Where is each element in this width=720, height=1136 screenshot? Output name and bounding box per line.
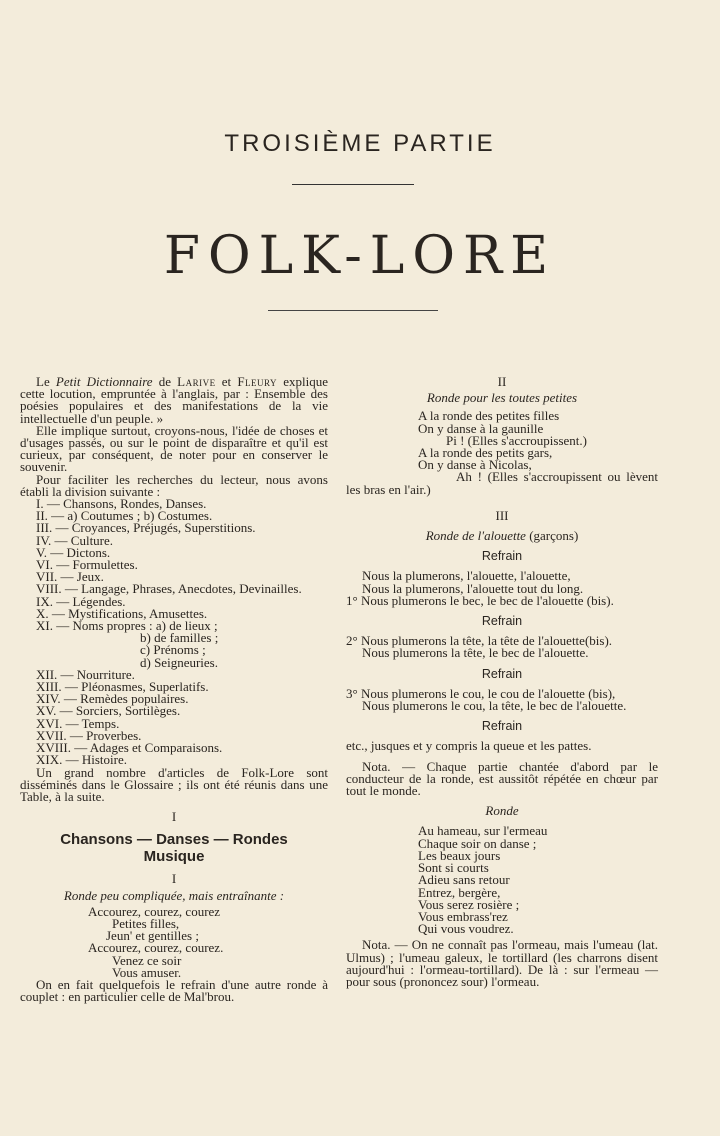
verse-line: On y danse à Nicolas, — [418, 457, 532, 473]
verse-line: Au hameau, sur l'ermeau — [418, 823, 548, 839]
left-column — [20, 376, 328, 1003]
verse-line: Pi ! (Elles s'accroupissent.) — [446, 432, 587, 448]
verse-line: Vous amuser. — [112, 964, 182, 980]
title-rule-bottom — [268, 310, 438, 311]
verse-line: Chaque soir on danse ; — [418, 835, 537, 851]
refrain-label: Refrain — [481, 614, 523, 629]
verse-line: Accourez, courez, courez. — [88, 940, 224, 956]
refrain-label: Refrain — [481, 549, 523, 564]
couplet-line: 3° Nous plumerons le cou, le cou de l'alouette (bis), — [346, 685, 616, 701]
list-item: d) Seigneuries. — [140, 654, 218, 670]
verse-line: Entrez, bergère, — [418, 884, 501, 900]
list-item: I. — Chansons, Rondes, Danses. — [36, 496, 207, 512]
nota-paragraph: Nota. — Chaque partie chantée d'abord par le conducteur de la ronde, est aussitôt répétée en chœur par tout le monde. — [346, 758, 658, 799]
verse-block — [346, 825, 658, 935]
paragraph-implique: Elle implique surtout, croyons-nous, l'idée de choses et d'usages passés, ou sur le point de disparaître et qu'il est curieux, par conséquent, de noter pour en conserver le souvenir. — [20, 422, 328, 475]
ronde-title: Ronde de l'alouette (garçons) — [425, 528, 579, 544]
list-item: VII. — Jeux. — [36, 569, 104, 585]
right-column — [346, 376, 658, 988]
section-title: Chansons — Danses — Rondes — [60, 831, 288, 849]
verse-line: Petites filles, — [112, 915, 180, 931]
division-list — [20, 498, 328, 766]
list-item: XII. — Nourriture. — [36, 666, 135, 682]
verse-block — [20, 903, 328, 980]
verse-line: On y danse à la gaunille — [418, 420, 544, 436]
verse-line: Jeun' et gentilles ; — [106, 928, 199, 944]
section-subtitle: Musique — [143, 848, 205, 866]
list-item: V. — Dictons. — [36, 544, 111, 560]
verse-block — [346, 410, 658, 495]
verse-line: Adieu sans retour — [418, 872, 510, 888]
list-item: XIV. — Remèdes populaires. — [36, 691, 189, 707]
list-item: X. — Mystifications, Amusettes. — [36, 605, 208, 621]
verse-line: Les beaux jours — [418, 847, 501, 863]
verse-line: Vous embrass'rez — [418, 908, 508, 924]
verse-line: A la ronde des petits gars, — [418, 445, 553, 461]
paragraph-refrain: On en fait quelquefois le refrain d'une autre ronde à couplet : en particulier celle de Mal'brou. — [20, 976, 328, 1005]
couplet-line: 1° Nous plumerons le bec, le bec de l'alouette (bis). — [346, 592, 614, 608]
verse-line: Nous la plumerons, l'alouette tout du long. — [362, 580, 584, 596]
list-item: XI. — Noms propres : a) de lieux ; — [36, 618, 218, 634]
list-item: XVIII. — Adages et Comparaisons. — [36, 740, 223, 756]
verse-line: Ah ! (Elles s'accroupissent ou lèvent les bras en l'air.) — [346, 469, 658, 497]
verse-line: Venez ce soir — [112, 952, 182, 968]
list-item: XVII. — Proverbes. — [36, 727, 142, 743]
list-item: IX. — Légendes. — [36, 593, 126, 609]
list-item: XVI. — Temps. — [36, 715, 120, 731]
section-number: III — [495, 507, 509, 523]
verse-line: Accourez, courez, courez — [88, 903, 221, 919]
intro-paragraph: Le Petit Dictionnaire de Larive et Fleury explique cette locution, empruntée à l'anglais, par : Ensemble des poésies populaires et des manifestations de la vie intellectuelle d'un peuple. » — [20, 374, 328, 426]
title-rule-top — [292, 184, 414, 185]
paragraph-folklore-articles: Un grand nombre d'articles de Folk-Lore sont disséminés dans le Glossaire ; ils ont été réunis dans une Table, à la suite. — [20, 764, 328, 804]
ronde-title: Ronde pour les toutes petites — [426, 390, 578, 406]
list-item: XIX. — Histoire. — [36, 752, 127, 768]
nota-paragraph: Nota. — On ne connaît pas l'ormeau, mais l'umeau (lat. Ulmus) ; l'umeau galeux, le tortillard (les charrons disent aujourd'hui : l'ormeau-tortillard). De là : sur l'ermeau — pour sous (prononcez sour) l'ormeau. — [346, 937, 658, 989]
part-title: TROISIÈME PARTIE — [224, 130, 496, 157]
list-item: b) de familles ; — [140, 630, 219, 646]
couplet-line: Nous plumerons la tête, le bec de l'alouette. — [362, 645, 589, 661]
ronde-label: Ronde — [485, 803, 519, 819]
refrain-label: Refrain — [481, 719, 523, 734]
couplet-line: Nous plumerons le cou, la tête, le bec de l'alouette. — [362, 698, 627, 714]
list-item: VIII. — Langage, Phrases, Anecdotes, Devinailles. — [36, 581, 302, 597]
list-item: XV. — Sorciers, Sortilèges. — [36, 703, 181, 719]
section-number: II — [497, 374, 507, 389]
ronde-title: Ronde peu compliquée, mais entraînante : — [63, 887, 285, 903]
paragraph-faciliter: Pour faciliter les recherches du lecteur, nous avons établi la division suivante : — [20, 471, 328, 499]
verse-line: Qui vous voudrez. — [418, 921, 514, 937]
verse-line: Vous serez rosière ; — [418, 896, 520, 912]
verse-line: Sont si courts — [418, 860, 489, 876]
list-item: XIII. — Pléonasmes, Superlatifs. — [36, 679, 209, 695]
list-item: III. — Croyances, Préjugés, Superstitions. — [36, 520, 256, 536]
verse-line: Nous la plumerons, l'alouette, l'alouette, — [362, 568, 571, 584]
list-item: c) Prénoms ; — [140, 642, 206, 658]
list-item: VI. — Formulettes. — [36, 557, 138, 573]
page-title: FOLK-LORE — [163, 226, 557, 286]
etc-line: etc., jusques et y compris la queue et les pattes. — [346, 738, 592, 754]
section-number: I — [171, 809, 177, 825]
couplet-line: 2° Nous plumerons la tête, la tête de l'alouette(bis). — [346, 633, 613, 649]
refrain-label: Refrain — [481, 666, 523, 681]
list-item: IV. — Culture. — [36, 532, 114, 548]
subsection-number: I — [171, 871, 177, 887]
list-item: II. — a) Coutumes ; b) Costumes. — [36, 508, 213, 524]
verse-line: A la ronde des petites filles — [418, 408, 560, 424]
